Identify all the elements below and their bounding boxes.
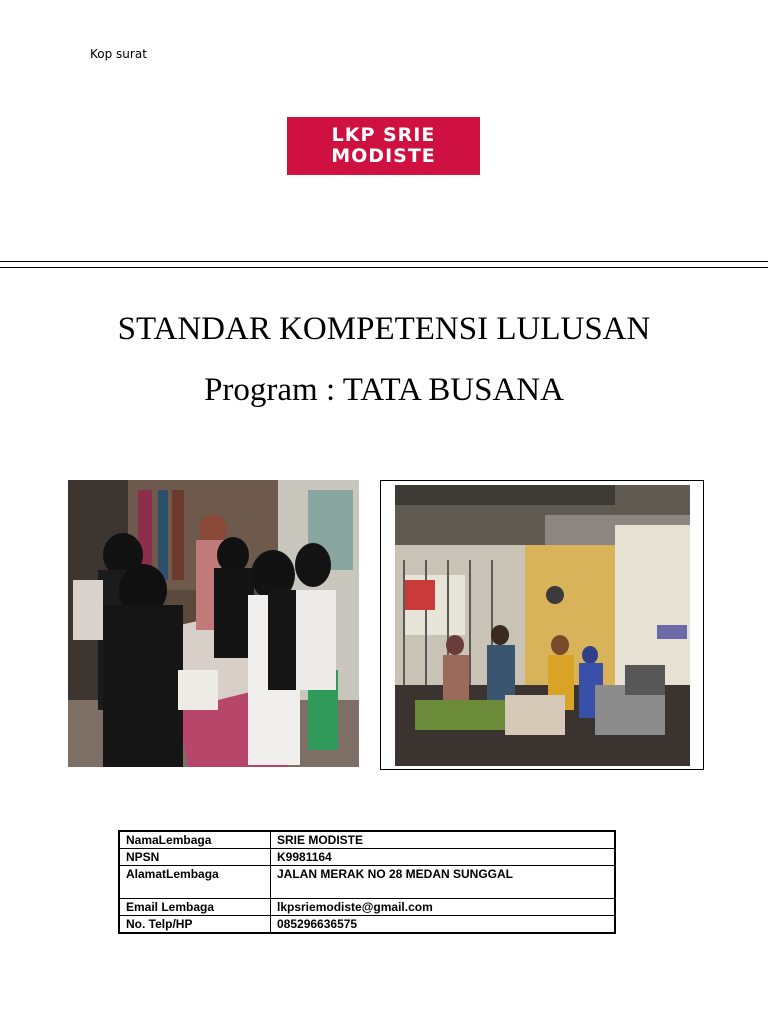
- document-title: STANDAR KOMPETENSI LULUSAN: [117, 311, 651, 347]
- info-value-nama: SRIE MODISTE: [271, 831, 616, 849]
- logo-line-2: MODISTE: [331, 145, 436, 167]
- lkp-logo: [287, 117, 480, 175]
- info-label-alamat: AlamatLembaga: [119, 866, 271, 899]
- table-row: [119, 899, 615, 916]
- info-label-email: Email Lembaga: [119, 899, 271, 916]
- sewing-workshop-photo: [395, 485, 690, 766]
- program-title: Program : TATA BUSANA: [204, 372, 564, 408]
- institution-info-table: [118, 830, 616, 934]
- table-row: [119, 916, 615, 934]
- info-label-nama: NamaLembaga: [119, 831, 271, 849]
- table-row: [119, 849, 615, 866]
- logo-line-1: LKP SRIE: [331, 124, 436, 146]
- classroom-students-photo: [68, 480, 359, 767]
- info-label-telp: No. Telp/HP: [119, 916, 271, 934]
- info-label-npsn: NPSN: [119, 849, 271, 866]
- info-value-alamat: JALAN MERAK NO 28 MEDAN SUNGGAL: [271, 866, 616, 899]
- header-rule-bottom: [0, 267, 768, 268]
- table-row: [119, 866, 615, 899]
- info-value-npsn: K9981164: [271, 849, 616, 866]
- info-value-email: lkpsriemodiste@gmail.com: [271, 899, 616, 916]
- sewing-workshop-photo-frame: [380, 480, 704, 770]
- header-rule-top: [0, 261, 768, 262]
- table-row: [119, 831, 615, 849]
- kop-surat-label: Kop surat: [90, 47, 147, 61]
- info-value-telp: 085296636575: [271, 916, 616, 934]
